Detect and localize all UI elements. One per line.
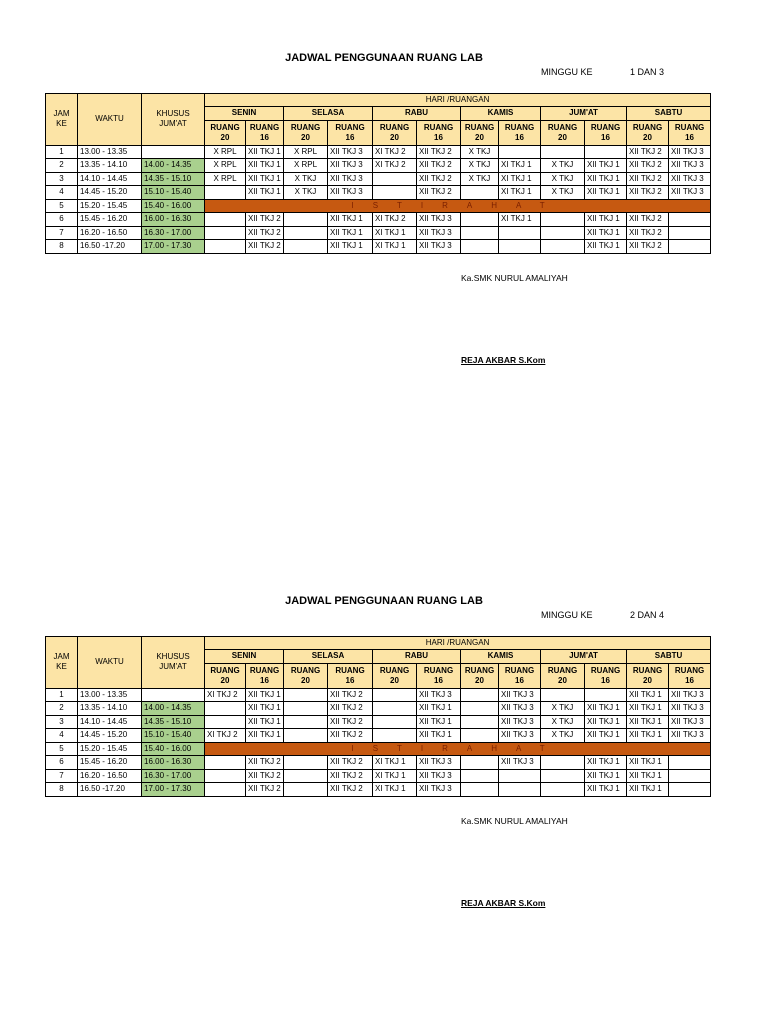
class-cell: XI TKJ 1 bbox=[373, 240, 417, 254]
table-row bbox=[46, 783, 711, 797]
class-cell: XII TKJ 1 bbox=[246, 688, 284, 702]
class-cell bbox=[205, 756, 246, 770]
day-header: SABTU bbox=[627, 107, 711, 121]
class-cell: XII TKJ 1 bbox=[246, 715, 284, 729]
table-row bbox=[46, 742, 711, 756]
schedule-title: JADWAL PENGGUNAAN RUANG LAB bbox=[285, 595, 483, 607]
class-cell: X TKJ bbox=[284, 172, 328, 186]
khusus-cell: 16.00 - 16.30 bbox=[142, 756, 205, 770]
class-cell: XII TKJ 3 bbox=[328, 186, 373, 200]
class-cell: XII TKJ 1 bbox=[585, 213, 627, 227]
class-cell: XII TKJ 1 bbox=[627, 688, 669, 702]
class-cell bbox=[284, 226, 328, 240]
waktu-cell: 16.50 -17.20 bbox=[78, 240, 142, 254]
class-cell bbox=[373, 172, 417, 186]
class-cell: XII TKJ 3 bbox=[417, 783, 461, 797]
class-cell: XII TKJ 2 bbox=[417, 186, 461, 200]
minggu-label: MINGGU KE bbox=[541, 67, 593, 77]
day-header: SABTU bbox=[627, 650, 711, 664]
class-cell: XII TKJ 1 bbox=[246, 159, 284, 173]
class-cell: XII TKJ 2 bbox=[627, 172, 669, 186]
class-cell bbox=[461, 715, 499, 729]
class-cell: XII TKJ 1 bbox=[585, 172, 627, 186]
class-cell: XII TKJ 1 bbox=[585, 729, 627, 743]
room-header: RUANG 16 bbox=[328, 663, 373, 688]
waktu-cell: 15.20 - 15.45 bbox=[78, 742, 142, 756]
day-header: SELASA bbox=[284, 650, 373, 664]
class-cell: XII TKJ 1 bbox=[627, 729, 669, 743]
class-cell: XI TKJ 1 bbox=[499, 159, 541, 173]
table-row bbox=[46, 729, 711, 743]
class-cell bbox=[205, 240, 246, 254]
table-row bbox=[46, 199, 711, 213]
class-cell: XII TKJ 3 bbox=[669, 159, 711, 173]
minggu-value: 2 DAN 4 bbox=[630, 610, 665, 620]
class-cell: XII TKJ 1 bbox=[246, 186, 284, 200]
class-cell: XII TKJ 3 bbox=[669, 688, 711, 702]
class-cell: X TKJ bbox=[541, 729, 585, 743]
class-cell: XII TKJ 3 bbox=[417, 226, 461, 240]
class-cell: XII TKJ 3 bbox=[417, 769, 461, 783]
class-cell: XII TKJ 1 bbox=[585, 226, 627, 240]
class-cell bbox=[541, 213, 585, 227]
class-cell: XII TKJ 1 bbox=[627, 715, 669, 729]
ka-label: Ka.SMK NURUL AMALIYAH bbox=[461, 816, 568, 826]
waktu-cell: 16.50 -17.20 bbox=[78, 783, 142, 797]
class-cell bbox=[669, 783, 711, 797]
class-cell bbox=[284, 213, 328, 227]
jam-cell: 4 bbox=[46, 729, 78, 743]
class-cell bbox=[499, 145, 541, 159]
class-cell: XI TKJ 1 bbox=[373, 226, 417, 240]
jam-cell: 5 bbox=[46, 742, 78, 756]
class-cell: XI TKJ 2 bbox=[373, 159, 417, 173]
class-cell bbox=[284, 756, 328, 770]
class-cell bbox=[205, 186, 246, 200]
jam-cell: 1 bbox=[46, 688, 78, 702]
class-cell: XI TKJ 1 bbox=[373, 783, 417, 797]
room-header: RUANG 20 bbox=[205, 663, 246, 688]
class-cell: XII TKJ 2 bbox=[627, 145, 669, 159]
class-cell bbox=[373, 702, 417, 716]
jam-cell: 6 bbox=[46, 756, 78, 770]
header-waktu: WAKTU bbox=[78, 637, 142, 689]
class-cell bbox=[284, 729, 328, 743]
room-header: RUANG 16 bbox=[585, 663, 627, 688]
class-cell: XI TKJ 1 bbox=[373, 756, 417, 770]
class-cell: XII TKJ 2 bbox=[246, 226, 284, 240]
class-cell: XII TKJ 1 bbox=[417, 715, 461, 729]
class-cell: X TKJ bbox=[541, 186, 585, 200]
class-cell bbox=[373, 729, 417, 743]
room-header: RUANG 16 bbox=[246, 663, 284, 688]
class-cell bbox=[205, 213, 246, 227]
class-cell: X RPL bbox=[284, 159, 328, 173]
room-header: RUANG 16 bbox=[417, 120, 461, 145]
class-cell: XII TKJ 1 bbox=[417, 702, 461, 716]
jam-cell: 3 bbox=[46, 715, 78, 729]
khusus-cell: 16.30 - 17.00 bbox=[142, 769, 205, 783]
class-cell: XII TKJ 2 bbox=[328, 688, 373, 702]
header-jam: JAM KE bbox=[46, 637, 78, 689]
room-header: RUANG 16 bbox=[328, 120, 373, 145]
istirahat-cell: ISTIRAHAT bbox=[205, 742, 711, 756]
day-header: SENIN bbox=[205, 107, 284, 121]
class-cell: XII TKJ 2 bbox=[328, 729, 373, 743]
class-cell: XII TKJ 1 bbox=[246, 729, 284, 743]
header-khusus: KHUSUS JUM'AT bbox=[142, 637, 205, 689]
waktu-cell: 14.10 - 14.45 bbox=[78, 715, 142, 729]
table-row bbox=[46, 715, 711, 729]
room-header: RUANG 20 bbox=[541, 120, 585, 145]
khusus-cell: 15.10 - 15.40 bbox=[142, 729, 205, 743]
class-cell bbox=[541, 783, 585, 797]
table-row bbox=[46, 159, 711, 173]
day-header: JUM'AT bbox=[541, 107, 627, 121]
schedule-title: JADWAL PENGGUNAAN RUANG LAB bbox=[285, 52, 483, 64]
class-cell: XII TKJ 2 bbox=[627, 240, 669, 254]
jam-cell: 2 bbox=[46, 159, 78, 173]
class-cell bbox=[461, 756, 499, 770]
waktu-cell: 14.45 - 15.20 bbox=[78, 186, 142, 200]
table-row bbox=[46, 145, 711, 159]
class-cell: X TKJ bbox=[461, 159, 499, 173]
room-header: RUANG 16 bbox=[417, 663, 461, 688]
signature: REJA AKBAR S.Kom bbox=[461, 355, 546, 365]
class-cell bbox=[541, 769, 585, 783]
room-header: RUANG 20 bbox=[373, 120, 417, 145]
class-cell: XII TKJ 3 bbox=[417, 688, 461, 702]
class-cell: XII TKJ 2 bbox=[246, 756, 284, 770]
class-cell bbox=[284, 769, 328, 783]
khusus-cell bbox=[142, 145, 205, 159]
class-cell: XII TKJ 1 bbox=[585, 769, 627, 783]
waktu-cell: 13.35 - 14.10 bbox=[78, 159, 142, 173]
class-cell: X RPL bbox=[205, 172, 246, 186]
jam-cell: 6 bbox=[46, 213, 78, 227]
class-cell bbox=[461, 226, 499, 240]
class-cell: XII TKJ 1 bbox=[627, 783, 669, 797]
class-cell: XII TKJ 2 bbox=[328, 769, 373, 783]
waktu-cell: 15.45 - 16.20 bbox=[78, 213, 142, 227]
class-cell: XII TKJ 2 bbox=[627, 159, 669, 173]
class-cell: XII TKJ 1 bbox=[627, 756, 669, 770]
class-cell: XII TKJ 3 bbox=[669, 145, 711, 159]
class-cell bbox=[461, 186, 499, 200]
class-cell: XII TKJ 2 bbox=[627, 226, 669, 240]
class-cell: XII TKJ 3 bbox=[499, 729, 541, 743]
waktu-cell: 15.45 - 16.20 bbox=[78, 756, 142, 770]
class-cell bbox=[284, 783, 328, 797]
table-row bbox=[46, 240, 711, 254]
class-cell bbox=[284, 240, 328, 254]
class-cell: XI TKJ 2 bbox=[205, 729, 246, 743]
class-cell bbox=[669, 240, 711, 254]
class-cell bbox=[669, 756, 711, 770]
class-cell: X TKJ bbox=[541, 159, 585, 173]
class-cell bbox=[669, 226, 711, 240]
class-cell: XII TKJ 3 bbox=[417, 213, 461, 227]
class-cell: XII TKJ 3 bbox=[499, 715, 541, 729]
class-cell: XII TKJ 3 bbox=[328, 172, 373, 186]
room-header: RUANG 20 bbox=[627, 663, 669, 688]
class-cell bbox=[499, 226, 541, 240]
class-cell bbox=[205, 702, 246, 716]
class-cell bbox=[541, 145, 585, 159]
khusus-cell: 15.10 - 15.40 bbox=[142, 186, 205, 200]
class-cell: X TKJ bbox=[541, 172, 585, 186]
jam-cell: 8 bbox=[46, 240, 78, 254]
room-header: RUANG 20 bbox=[461, 663, 499, 688]
class-cell: X RPL bbox=[205, 159, 246, 173]
khusus-cell: 14.35 - 15.10 bbox=[142, 715, 205, 729]
class-cell: XI TKJ 1 bbox=[499, 213, 541, 227]
class-cell: XII TKJ 3 bbox=[417, 756, 461, 770]
room-header: RUANG 20 bbox=[284, 120, 328, 145]
class-cell: XII TKJ 2 bbox=[246, 213, 284, 227]
waktu-cell: 14.10 - 14.45 bbox=[78, 172, 142, 186]
class-cell bbox=[461, 702, 499, 716]
class-cell bbox=[669, 769, 711, 783]
day-header: KAMIS bbox=[461, 650, 541, 664]
table-row bbox=[46, 226, 711, 240]
class-cell bbox=[373, 688, 417, 702]
room-header: RUANG 20 bbox=[205, 120, 246, 145]
class-cell: X TKJ bbox=[284, 186, 328, 200]
class-cell bbox=[499, 783, 541, 797]
day-header: JUM'AT bbox=[541, 650, 627, 664]
class-cell bbox=[205, 226, 246, 240]
khusus-cell: 14.35 - 15.10 bbox=[142, 172, 205, 186]
khusus-cell: 15.40 - 16.00 bbox=[142, 742, 205, 756]
schedule-table bbox=[45, 93, 711, 254]
khusus-cell bbox=[142, 688, 205, 702]
room-header: RUANG 20 bbox=[373, 663, 417, 688]
day-header: RABU bbox=[373, 650, 461, 664]
class-cell bbox=[669, 213, 711, 227]
class-cell bbox=[205, 715, 246, 729]
class-cell: XII TKJ 3 bbox=[328, 159, 373, 173]
class-cell: XII TKJ 1 bbox=[627, 702, 669, 716]
jam-cell: 1 bbox=[46, 145, 78, 159]
khusus-cell: 17.00 - 17.30 bbox=[142, 783, 205, 797]
class-cell: XII TKJ 2 bbox=[328, 783, 373, 797]
class-cell: XII TKJ 2 bbox=[246, 783, 284, 797]
class-cell: X RPL bbox=[205, 145, 246, 159]
minggu-value: 1 DAN 3 bbox=[630, 67, 665, 77]
class-cell: XII TKJ 2 bbox=[246, 240, 284, 254]
khusus-cell: 16.30 - 17.00 bbox=[142, 226, 205, 240]
class-cell bbox=[205, 783, 246, 797]
header-khusus: KHUSUS JUM'AT bbox=[142, 94, 205, 146]
class-cell bbox=[541, 226, 585, 240]
class-cell: XII TKJ 1 bbox=[246, 145, 284, 159]
class-cell: XI TKJ 2 bbox=[373, 145, 417, 159]
class-cell: XI TKJ 2 bbox=[205, 688, 246, 702]
table-row bbox=[46, 769, 711, 783]
class-cell bbox=[499, 240, 541, 254]
class-cell bbox=[461, 688, 499, 702]
class-cell bbox=[461, 769, 499, 783]
khusus-cell: 14.00 - 14.35 bbox=[142, 159, 205, 173]
class-cell: XII TKJ 3 bbox=[669, 729, 711, 743]
class-cell: XII TKJ 1 bbox=[585, 715, 627, 729]
room-header: RUANG 16 bbox=[669, 663, 711, 688]
room-header: RUANG 20 bbox=[284, 663, 328, 688]
class-cell: XII TKJ 3 bbox=[499, 702, 541, 716]
class-cell: XII TKJ 3 bbox=[669, 702, 711, 716]
class-cell: XI TKJ 1 bbox=[373, 769, 417, 783]
class-cell bbox=[541, 688, 585, 702]
class-cell bbox=[284, 715, 328, 729]
schedule-table bbox=[45, 636, 711, 797]
waktu-cell: 16.20 - 16.50 bbox=[78, 226, 142, 240]
class-cell bbox=[541, 240, 585, 254]
class-cell bbox=[461, 729, 499, 743]
class-cell: XII TKJ 3 bbox=[669, 715, 711, 729]
class-cell: XII TKJ 2 bbox=[328, 715, 373, 729]
room-header: RUANG 20 bbox=[461, 120, 499, 145]
jam-cell: 5 bbox=[46, 199, 78, 213]
class-cell: XII TKJ 1 bbox=[328, 213, 373, 227]
class-cell bbox=[585, 688, 627, 702]
room-header: RUANG 16 bbox=[499, 120, 541, 145]
header-hari: HARI /RUANGAN bbox=[205, 94, 711, 107]
class-cell: XII TKJ 2 bbox=[328, 756, 373, 770]
room-header: RUANG 20 bbox=[541, 663, 585, 688]
class-cell: XII TKJ 3 bbox=[669, 186, 711, 200]
class-cell bbox=[499, 769, 541, 783]
class-cell: XII TKJ 1 bbox=[585, 756, 627, 770]
header-jam: JAM KE bbox=[46, 94, 78, 146]
table-row bbox=[46, 213, 711, 227]
class-cell bbox=[284, 702, 328, 716]
class-cell: XII TKJ 3 bbox=[669, 172, 711, 186]
class-cell: X TKJ bbox=[541, 702, 585, 716]
class-cell bbox=[585, 145, 627, 159]
class-cell: XII TKJ 1 bbox=[328, 226, 373, 240]
table-row bbox=[46, 186, 711, 200]
class-cell: XII TKJ 1 bbox=[246, 172, 284, 186]
class-cell: XI TKJ 1 bbox=[499, 186, 541, 200]
room-header: RUANG 16 bbox=[246, 120, 284, 145]
khusus-cell: 17.00 - 17.30 bbox=[142, 240, 205, 254]
class-cell: XII TKJ 1 bbox=[585, 702, 627, 716]
jam-cell: 4 bbox=[46, 186, 78, 200]
class-cell: XII TKJ 3 bbox=[499, 688, 541, 702]
room-header: RUANG 16 bbox=[669, 120, 711, 145]
class-cell: XII TKJ 1 bbox=[627, 769, 669, 783]
jam-cell: 7 bbox=[46, 769, 78, 783]
day-header: SENIN bbox=[205, 650, 284, 664]
class-cell: X RPL bbox=[284, 145, 328, 159]
class-cell: XII TKJ 1 bbox=[585, 783, 627, 797]
class-cell: XII TKJ 2 bbox=[627, 213, 669, 227]
header-hari: HARI /RUANGAN bbox=[205, 637, 711, 650]
class-cell bbox=[373, 186, 417, 200]
waktu-cell: 13.35 - 14.10 bbox=[78, 702, 142, 716]
class-cell: XI TKJ 2 bbox=[373, 213, 417, 227]
khusus-cell: 14.00 - 14.35 bbox=[142, 702, 205, 716]
class-cell bbox=[373, 715, 417, 729]
class-cell: XII TKJ 2 bbox=[417, 145, 461, 159]
jam-cell: 2 bbox=[46, 702, 78, 716]
minggu-label: MINGGU KE bbox=[541, 610, 593, 620]
class-cell: XII TKJ 1 bbox=[585, 186, 627, 200]
room-header: RUANG 20 bbox=[627, 120, 669, 145]
jam-cell: 7 bbox=[46, 226, 78, 240]
class-cell: XII TKJ 1 bbox=[585, 240, 627, 254]
class-cell: XII TKJ 2 bbox=[417, 172, 461, 186]
class-cell bbox=[541, 756, 585, 770]
class-cell: XII TKJ 1 bbox=[246, 702, 284, 716]
table-row bbox=[46, 688, 711, 702]
class-cell: XII TKJ 1 bbox=[585, 159, 627, 173]
table-row bbox=[46, 702, 711, 716]
class-cell: XII TKJ 1 bbox=[328, 240, 373, 254]
signature: REJA AKBAR S.Kom bbox=[461, 898, 546, 908]
class-cell: XII TKJ 2 bbox=[627, 186, 669, 200]
day-header: RABU bbox=[373, 107, 461, 121]
class-cell: XII TKJ 2 bbox=[246, 769, 284, 783]
class-cell bbox=[461, 240, 499, 254]
class-cell bbox=[284, 688, 328, 702]
ka-label: Ka.SMK NURUL AMALIYAH bbox=[461, 273, 568, 283]
class-cell: XII TKJ 2 bbox=[328, 702, 373, 716]
waktu-cell: 14.45 - 15.20 bbox=[78, 729, 142, 743]
class-cell: XII TKJ 2 bbox=[417, 159, 461, 173]
class-cell: XI TKJ 1 bbox=[499, 172, 541, 186]
waktu-cell: 15.20 - 15.45 bbox=[78, 199, 142, 213]
jam-cell: 8 bbox=[46, 783, 78, 797]
class-cell: XII TKJ 3 bbox=[328, 145, 373, 159]
room-header: RUANG 16 bbox=[585, 120, 627, 145]
waktu-cell: 13.00 - 13.35 bbox=[78, 145, 142, 159]
waktu-cell: 13.00 - 13.35 bbox=[78, 688, 142, 702]
day-header: KAMIS bbox=[461, 107, 541, 121]
header-waktu: WAKTU bbox=[78, 94, 142, 146]
class-cell: XII TKJ 1 bbox=[417, 729, 461, 743]
table-row bbox=[46, 172, 711, 186]
class-cell bbox=[205, 769, 246, 783]
khusus-cell: 16.00 - 16.30 bbox=[142, 213, 205, 227]
waktu-cell: 16.20 - 16.50 bbox=[78, 769, 142, 783]
class-cell: XII TKJ 3 bbox=[499, 756, 541, 770]
day-header: SELASA bbox=[284, 107, 373, 121]
khusus-cell: 15.40 - 16.00 bbox=[142, 199, 205, 213]
class-cell bbox=[461, 213, 499, 227]
class-cell: X TKJ bbox=[461, 145, 499, 159]
jam-cell: 3 bbox=[46, 172, 78, 186]
table-row bbox=[46, 756, 711, 770]
class-cell: X TKJ bbox=[541, 715, 585, 729]
istirahat-cell: ISTIRAHAT bbox=[205, 199, 711, 213]
class-cell: X TKJ bbox=[461, 172, 499, 186]
class-cell bbox=[461, 783, 499, 797]
room-header: RUANG 16 bbox=[499, 663, 541, 688]
class-cell: XII TKJ 3 bbox=[417, 240, 461, 254]
